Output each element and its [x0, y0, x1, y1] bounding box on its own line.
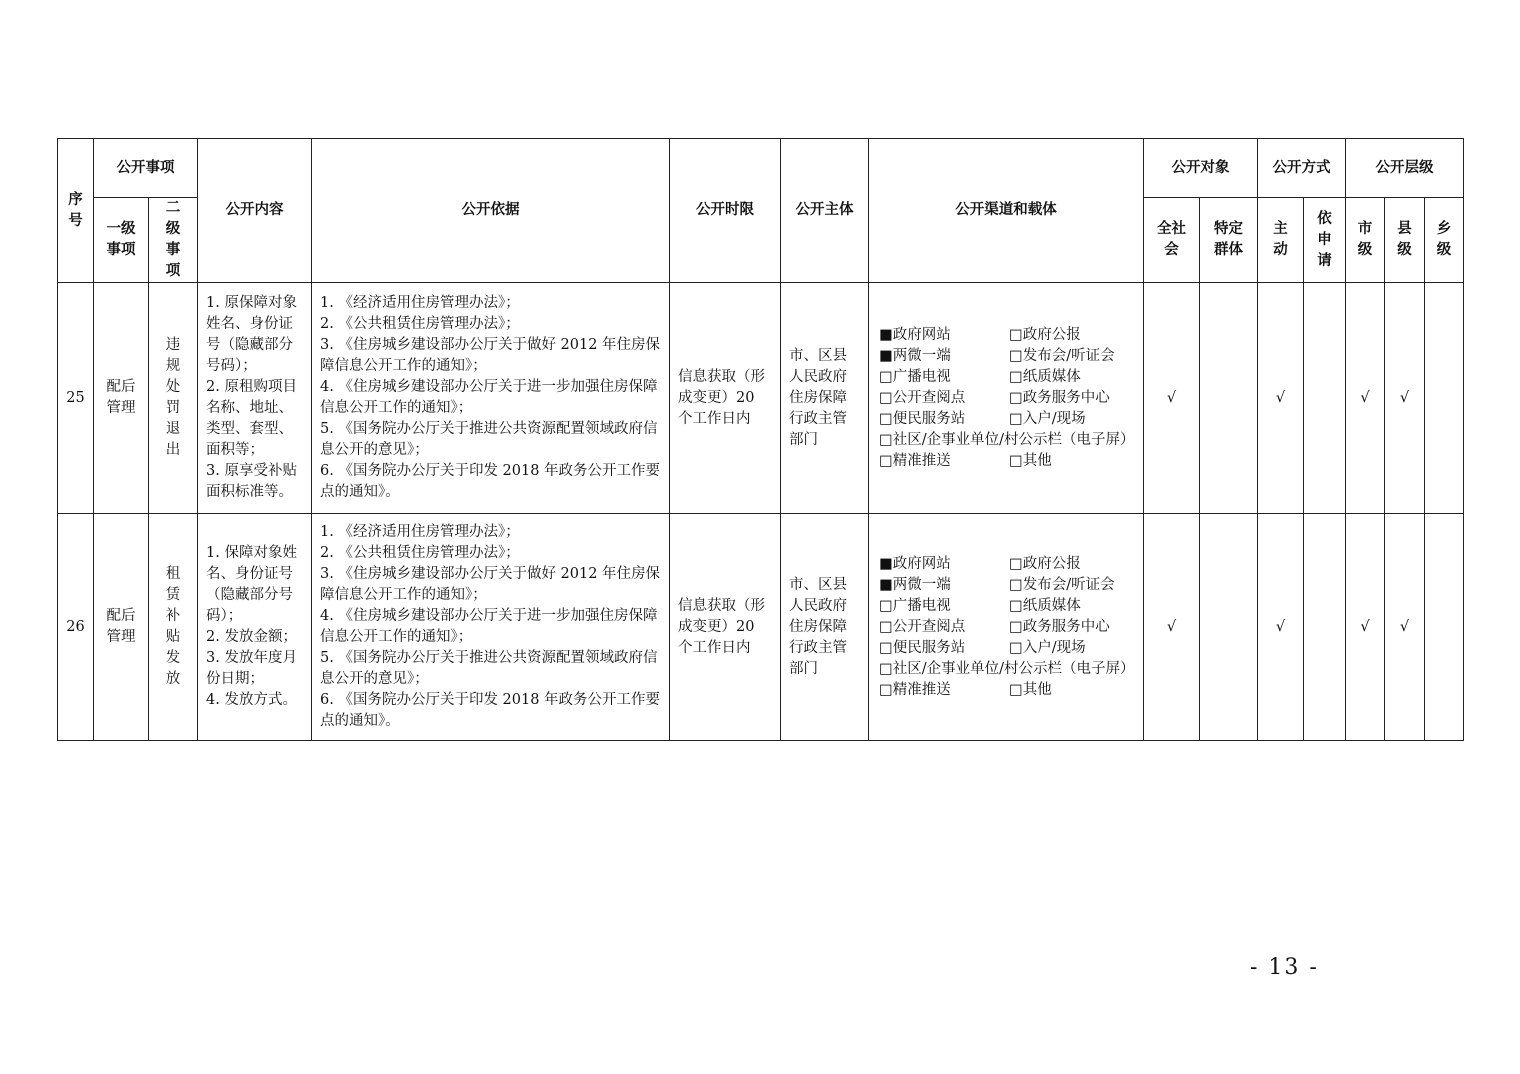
- page-number: - 13 -: [1250, 955, 1319, 980]
- header-audience-specific: 特定群体: [1200, 198, 1258, 283]
- check-level-city: √: [1346, 514, 1385, 741]
- row-level1: 配后管理: [94, 514, 149, 741]
- check-audience-specific: [1200, 283, 1258, 514]
- channel-press: □发布会/听证会: [1009, 576, 1115, 593]
- channel-gov-site: ■政府网站: [879, 555, 951, 572]
- header-audience: 公开对象: [1144, 139, 1258, 198]
- row-level2: 租赁补贴发放: [149, 514, 198, 741]
- header-channels: 公开渠道和载体: [869, 139, 1144, 283]
- check-level-town: [1425, 514, 1464, 741]
- row-time-limit: 信息获取（形成变更）20 个工作日内: [670, 514, 781, 741]
- row-channels: [869, 514, 1144, 741]
- check-level-county: √: [1385, 283, 1425, 514]
- channel-gov-site: ■政府网站: [879, 326, 951, 343]
- channel-two-micro: ■两微一端: [879, 347, 951, 364]
- header-method-request: 依申请: [1304, 198, 1346, 283]
- channel-broadcast: □广播电视: [879, 368, 951, 385]
- channel-board: □社区/企事业单位/村公示栏（电子屏）: [879, 660, 1135, 677]
- table-row: [58, 283, 1464, 514]
- header-level1: 一级事项: [94, 198, 149, 283]
- channel-service-center: □政务服务中心: [1009, 389, 1110, 406]
- row-content: 1. 原保障对象姓名、身份证号（隐藏部分号码）； 2. 原租购项目名称、地址、类型、套型、面积等； 3. 原享受补贴面积标准等。: [198, 283, 312, 514]
- row-basis: 1. 《经济适用住房管理办法》； 2. 《公共租赁住房管理办法》； 3. 《住房城乡建设部办公厅关于做好 2012 年住房保障信息公开工作的通知》； 4. 《住房城乡建设部办公厅关于进一步加强住房保障信息公开工作的通知》； 5. 《国务院办公厅关于推进公共资源配置领域政府信息公开的意见》； 6. 《国务院办公厅关于印发 2018 年政务公开工作要点的通知》。: [312, 514, 670, 741]
- header-seq: 序号: [58, 139, 94, 283]
- header-method-active: 主动: [1258, 198, 1304, 283]
- header-level-town: 乡级: [1425, 198, 1464, 283]
- header-public-matters: 公开事项: [94, 139, 198, 198]
- row-seq: 25: [58, 283, 94, 514]
- channel-precise: □精准推送: [879, 681, 951, 698]
- header-level2: 二级事项: [149, 198, 198, 283]
- table-row: [58, 514, 1464, 741]
- channel-household: □入户/现场: [1009, 639, 1086, 656]
- header-level-county: 县级: [1385, 198, 1425, 283]
- row-seq: 26: [58, 514, 94, 741]
- channel-gov-gazette: □政府公报: [1009, 555, 1081, 572]
- row-basis: 1. 《经济适用住房管理办法》； 2. 《公共租赁住房管理办法》； 3. 《住房城乡建设部办公厅关于做好 2012 年住房保障信息公开工作的通知》； 4. 《住房城乡建设部办公厅关于进一步加强住房保障信息公开工作的通知》； 5. 《国务院办公厅关于推进公共资源配置领域政府信息公开的意见》； 6. 《国务院办公厅关于印发 2018 年政务公开工作要点的通知》。: [312, 283, 670, 514]
- row-subject: 市、区县人民政府住房保障行政主管部门: [781, 514, 869, 741]
- channel-precise: □精准推送: [879, 452, 951, 469]
- row-time-limit: 信息获取（形成变更）20 个工作日内: [670, 283, 781, 514]
- header-level-city: 市级: [1346, 198, 1385, 283]
- check-method-active: √: [1258, 514, 1304, 741]
- channel-paper: □纸质媒体: [1009, 597, 1081, 614]
- check-level-city: √: [1346, 283, 1385, 514]
- channel-service-center: □政务服务中心: [1009, 618, 1110, 635]
- check-level-county: √: [1385, 514, 1425, 741]
- check-audience-all: √: [1144, 283, 1200, 514]
- check-level-town: [1425, 283, 1464, 514]
- header-levels: 公开层级: [1346, 139, 1464, 198]
- channel-other: □其他: [1009, 681, 1052, 698]
- check-audience-all: √: [1144, 514, 1200, 741]
- header-content: 公开内容: [198, 139, 312, 283]
- disclosure-table: [57, 138, 1464, 741]
- header-audience-all: 全社会: [1144, 198, 1200, 283]
- header-method: 公开方式: [1258, 139, 1346, 198]
- header-subject: 公开主体: [781, 139, 869, 283]
- check-method-request: [1304, 514, 1346, 741]
- channel-other: □其他: [1009, 452, 1052, 469]
- check-method-request: [1304, 283, 1346, 514]
- channel-reading-point: □公开查阅点: [879, 618, 966, 635]
- channel-gov-gazette: □政府公报: [1009, 326, 1081, 343]
- row-level1: 配后管理: [94, 283, 149, 514]
- channel-press: □发布会/听证会: [1009, 347, 1115, 364]
- header-time-limit: 公开时限: [670, 139, 781, 283]
- row-channels: [869, 283, 1144, 514]
- row-subject: 市、区县人民政府住房保障行政主管部门: [781, 283, 869, 514]
- channel-convenience: □便民服务站: [879, 639, 966, 656]
- channel-broadcast: □广播电视: [879, 597, 951, 614]
- check-method-active: √: [1258, 283, 1304, 514]
- channel-paper: □纸质媒体: [1009, 368, 1081, 385]
- channel-two-micro: ■两微一端: [879, 576, 951, 593]
- check-audience-specific: [1200, 514, 1258, 741]
- header-basis: 公开依据: [312, 139, 670, 283]
- channel-household: □入户/现场: [1009, 410, 1086, 427]
- channel-convenience: □便民服务站: [879, 410, 966, 427]
- row-content: 1. 保障对象姓名、身份证号（隐藏部分号码）； 2. 发放金额； 3. 发放年度月份日期； 4. 发放方式。: [198, 514, 312, 741]
- row-level2: 违规处罚退出: [149, 283, 198, 514]
- channel-reading-point: □公开查阅点: [879, 389, 966, 406]
- channel-board: □社区/企事业单位/村公示栏（电子屏）: [879, 431, 1135, 448]
